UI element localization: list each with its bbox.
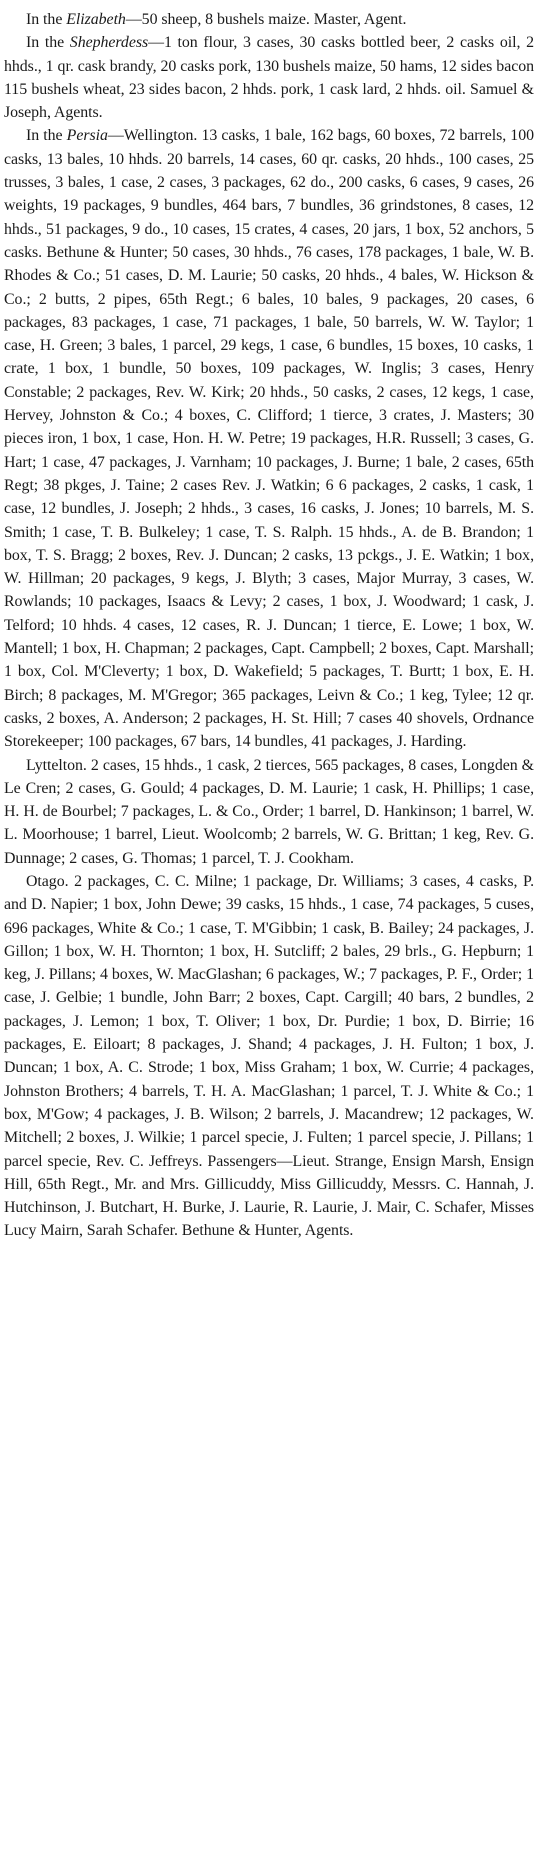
ship-name: Shepherdess — [69, 34, 149, 52]
ship-name: Persia — [66, 127, 108, 145]
cargo-manifest-text: —1 ton flour, 3 cases, 30 casks bottled beer, 2 casks oil, 2 hhds., 1 qr. cask brandy, 20 casks pork, 130 bushels maize, 50 hams, 12 sides bacon 115 bushels wheat, 23 sides bacon, 2 hhds. pork, 1 cask lard, 2 hhds. oil. Samuel & Joseph, Agents. — [4, 34, 535, 122]
cargo-entry-elizabeth — [4, 8, 534, 31]
entry-lead: In the — [26, 34, 70, 52]
cargo-manifest-text: Otago. 2 packages, C. C. Milne; 1 package, Dr. Williams; 3 cases, 4 casks, P. and D. Napier; 1 box, John Dewe; 39 casks, 15 hhds., 1 case, 74 packages, 5 cuses, 696 packages, White & Co.; 1 case, T. M'Gibbin; 1 cask, B. Bailey; 24 packages, J. Gillon; 1 box, W. H. Thornton; 1 box, H. Sutcliff; 2 bales, 29 brls., G. Hepburn; 1 keg, J. Pillans; 4 boxes, W. MacGlashan; 6 packages, W.; 7 packages, P. F., Order; 1 case, J. Gelbie; 1 bundle, John Barr; 2 boxes, Capt. Cargill; 40 bars, 2 bundles, 2 packages, J. Lemon; 1 box, T. Oliver; 1 box, Dr. Purdie; 1 box, D. Birrie; 16 packages, E. Eiloart; 8 packages, J. Shand; 4 packages, J. H. Fulton; 1 box, J. Duncan; 1 box, A. C. Strode; 1 box, Miss Graham; 1 box, W. Currie; 4 packages, Johnston Brothers; 4 barrels, T. H. A. MacGlashan; 1 parcel, T. J. White & Co.; 1 box, M'Gow; 4 packages, J. B. Wilson; 2 barrels, J. Macandrew; 12 packages, W. Mitchell; 2 boxes, J. Wilkie; 1 parcel specie, J. Fulten; 1 parcel specie, J. Pillans; 1 parcel specie, Rev. C. Jeffreys. Passengers—Lieut. Strange, Ensign Marsh, Ensign Hill, 65th Regt., Mr. and Mrs. Gillicuddy, Miss Gillicuddy, Messrs. C. Hannah, J. Hutchinson, J. Butchart, H. Burke, J. Laurie, R. Laurie, J. Mair, C. Schafer, Misses Lucy Mairn, Sarah Schafer. Bethune & Hunter, Agents. — [4, 872, 534, 1240]
cargo-entry-otago — [4, 870, 534, 1243]
cargo-manifest-text: —50 sheep, 8 bushels maize. Master, Agent. — [125, 11, 407, 28]
ship-name: Elizabeth — [66, 11, 126, 28]
cargo-entry-shepherdess — [4, 31, 534, 124]
cargo-manifest-text: —Wellington. 13 casks, 1 bale, 162 bags, 60 boxes, 72 barrels, 100 casks, 13 bales, 10 hhds. 20 barrels, 14 cases, 60 qr. casks, 20 hhds., 100 cases, 25 trusses, 3 bales, 1 case, 2 cases, 3 packages, 62 do., 200 casks, 6 cases, 9 cases, 26 weights, 19 packages, 9 bundles, 464 bars, 7 bundles, 36 grindstones, 8 cases, 12 hhds., 51 packages, 9 do., 10 cases, 15 crates, 4 cases, 20 jars, 1 box, 52 anchors, 5 casks. Bethune & Hunter; 50 cases, 30 hhds., 76 cases, 178 packages, 1 bale, W. B. Rhodes & Co.; 51 cases, D. M. Laurie; 50 casks, 20 hhds., 4 bales, W. Hickson & Co.; 2 butts, 2 pipes, 65th Regt.; 6 bales, 10 bales, 9 packages, 20 cases, 6 packages, 83 packages, 1 case, 71 packages, 1 bale, 50 barrels, W. W. Taylor; 1 case, H. Green; 3 bales, 1 parcel, 29 kegs, 1 case, 6 bundles, 15 boxes, 10 casks, 1 crate, 1 box, 1 bundle, 50 boxes, 109 packages, W. Inglis; 3 cases, Henry Constable; 2 packages, Rev. W. Kirk; 20 hhds., 50 casks, 2 cases, 12 kegs, 1 case, Hervey, Johnston & Co.; 4 boxes, C. Clifford; 1 tierce, 3 crates, J. Masters; 30 pieces iron, 1 box, 1 case, Hon. H. W. Petre; 19 packages, H.R. Russell; 3 cases, G. Hart; 1 case, 47 packages, J. Varnham; 10 packages, J. Burne; 1 bale, 2 cases, 65th Regt; 38 pkges, J. Taine; 2 cases Rev. J. Watkin; 6 6 packages, 2 casks, 1 cask, 1 case, 12 bundles, J. Joseph; 2 hhds., 3 cases, 16 casks, J. Jones; 10 barrels, M. S. Smith; 1 case, T. B. Bulkeley; 1 case, T. S. Ralph. 15 hhds., A. de B. Brandon; 1 box, T. S. Bragg; 2 boxes, Rev. J. Duncan; 2 casks, 13 pckgs., J. E. Watkin; 1 box, W. Hillman; 20 packages, 9 kegs, J. Blyth; 3 cases, Major Murray, 3 cases, W. Rowlands; 10 packages, Isaacs & Levy; 2 cases, 1 box, J. Woodward; 1 cask, J. Telford; 10 hhds. 4 cases, 12 cases, R. J. Duncan; 1 tierce, E. Lowe; 1 box, W. Mantell; 1 box, H. Chapman; 2 packages, Capt. Campbell; 2 boxes, Capt. Marshall; 1 box, Col. M'Cleverty; 1 box, D. Wakefield; 5 packages, T. Burtt; 1 box, E. H. Birch; 8 packages, M. M'Gregor; 365 packages, Leivn & Co.; 1 keg, Tylee; 12 qr. casks, 2 boxes, A. Anderson; 2 packages, H. St. Hill; 7 cases 40 shovels, Ordnance Storekeeper; 100 packages, 67 bars, 14 bundles, 41 packages, J. Harding. — [4, 127, 534, 751]
cargo-entry-lyttelton — [4, 754, 534, 870]
entry-lead: In the — [26, 11, 67, 28]
newspaper-column — [4, 8, 534, 1243]
cargo-entry-persia — [4, 124, 534, 753]
cargo-manifest-text: Lyttelton. 2 cases, 15 hhds., 1 cask, 2 tierces, 565 packages, 8 cases, Longden & Le Cren; 2 cases, G. Gould; 4 packages, D. M. Laurie; 1 cask, H. Phillips; 1 case, H. H. de Bourbel; 7 packages, L. & Co., Order; 1 barrel, D. Hankinson; 1 barrel, W. L. Moorhouse; 1 barrel, Lieut. Woolcomb; 2 barrels, W. G. Brittan; 1 keg, Rev. G. Dunnage; 2 cases, G. Thomas; 1 parcel, T. J. Cookham. — [4, 756, 534, 867]
entry-lead: In the — [26, 127, 67, 145]
